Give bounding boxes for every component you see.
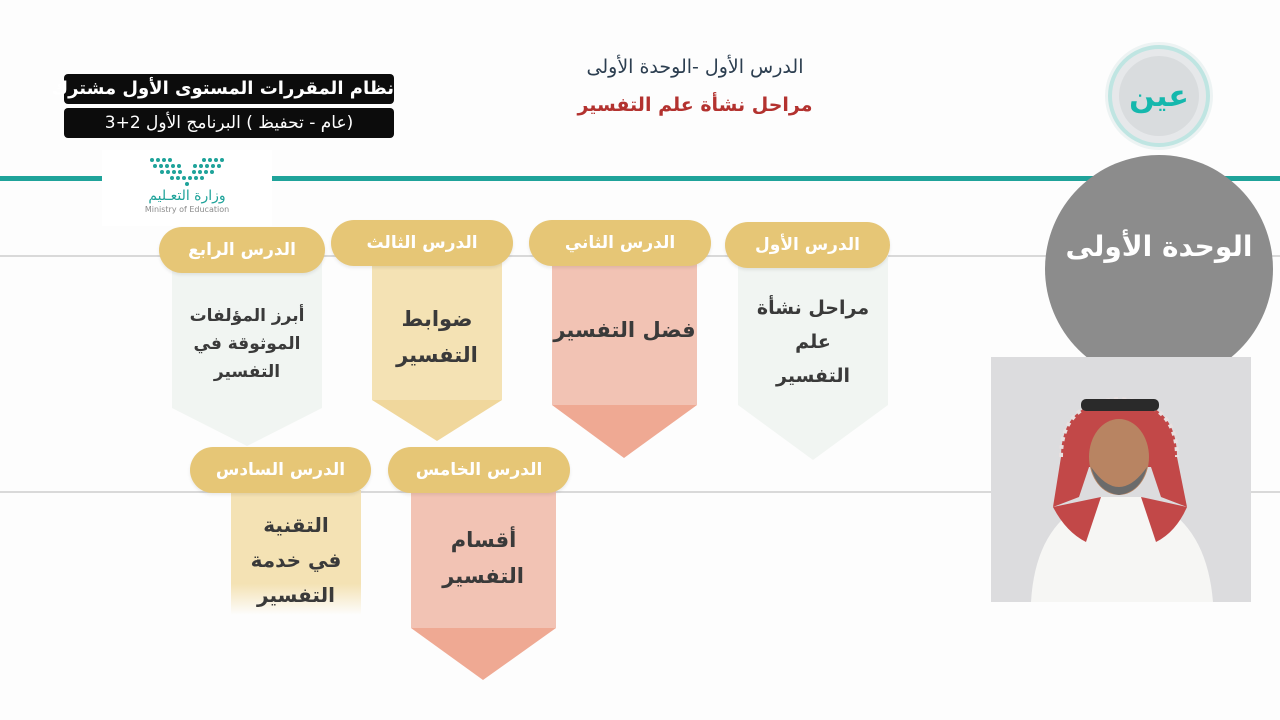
lesson-label-6[interactable]: الدرس السادس	[190, 447, 371, 493]
lesson-content: فضل التفسير	[553, 318, 696, 342]
lesson-card-1[interactable]	[738, 255, 888, 465]
lesson-content: أقسام التفسير	[442, 528, 524, 588]
lesson-card-2[interactable]	[552, 255, 697, 460]
lesson-content: مراحل نشأة علم التفسير	[756, 297, 870, 387]
unit-title: الوحدة الأولى	[1045, 155, 1273, 383]
lesson-label-1[interactable]: الدرس الأول	[725, 222, 890, 268]
presenter-video	[991, 357, 1251, 602]
lesson-card-6[interactable]	[231, 490, 361, 615]
ministry-emblem-icon	[142, 154, 232, 188]
lesson-label-2[interactable]: الدرس الثاني	[529, 220, 711, 266]
lesson-card-3[interactable]	[372, 255, 502, 443]
lesson-content: أبرز المؤلفات الموثوقة في التفسير	[189, 306, 305, 382]
lesson-label-3[interactable]: الدرس الثالث	[331, 220, 513, 266]
lesson-title: مراحل نشأة علم التفسير	[577, 94, 813, 116]
ministry-name-en: Ministry of Education	[144, 205, 230, 214]
ministry-logo	[102, 150, 272, 226]
lesson-content: ضوابط التفسير	[396, 307, 478, 367]
lesson-content: التقنية في خدمة التفسير	[250, 513, 342, 607]
ain-logo	[1108, 45, 1210, 147]
lesson-unit-heading: الدرس الأول -الوحدة الأولى	[586, 56, 804, 78]
lesson-arrow-shape	[552, 255, 697, 460]
ain-logo-text: عين	[1119, 56, 1199, 136]
lesson-card-5[interactable]	[411, 490, 556, 682]
program-track-label: (عام - تحفيظ ) البرنامج الأول 2+3	[64, 108, 394, 138]
program-label: نظام المقررات المستوى الأول مشترك	[64, 74, 394, 104]
ministry-name-ar: وزارة التعـليم	[148, 188, 226, 204]
presenter-figure	[991, 357, 1251, 602]
lesson-card-4[interactable]	[172, 258, 322, 448]
lesson-label-5[interactable]: الدرس الخامس	[388, 447, 570, 493]
lesson-label-4[interactable]: الدرس الرابع	[159, 227, 325, 273]
